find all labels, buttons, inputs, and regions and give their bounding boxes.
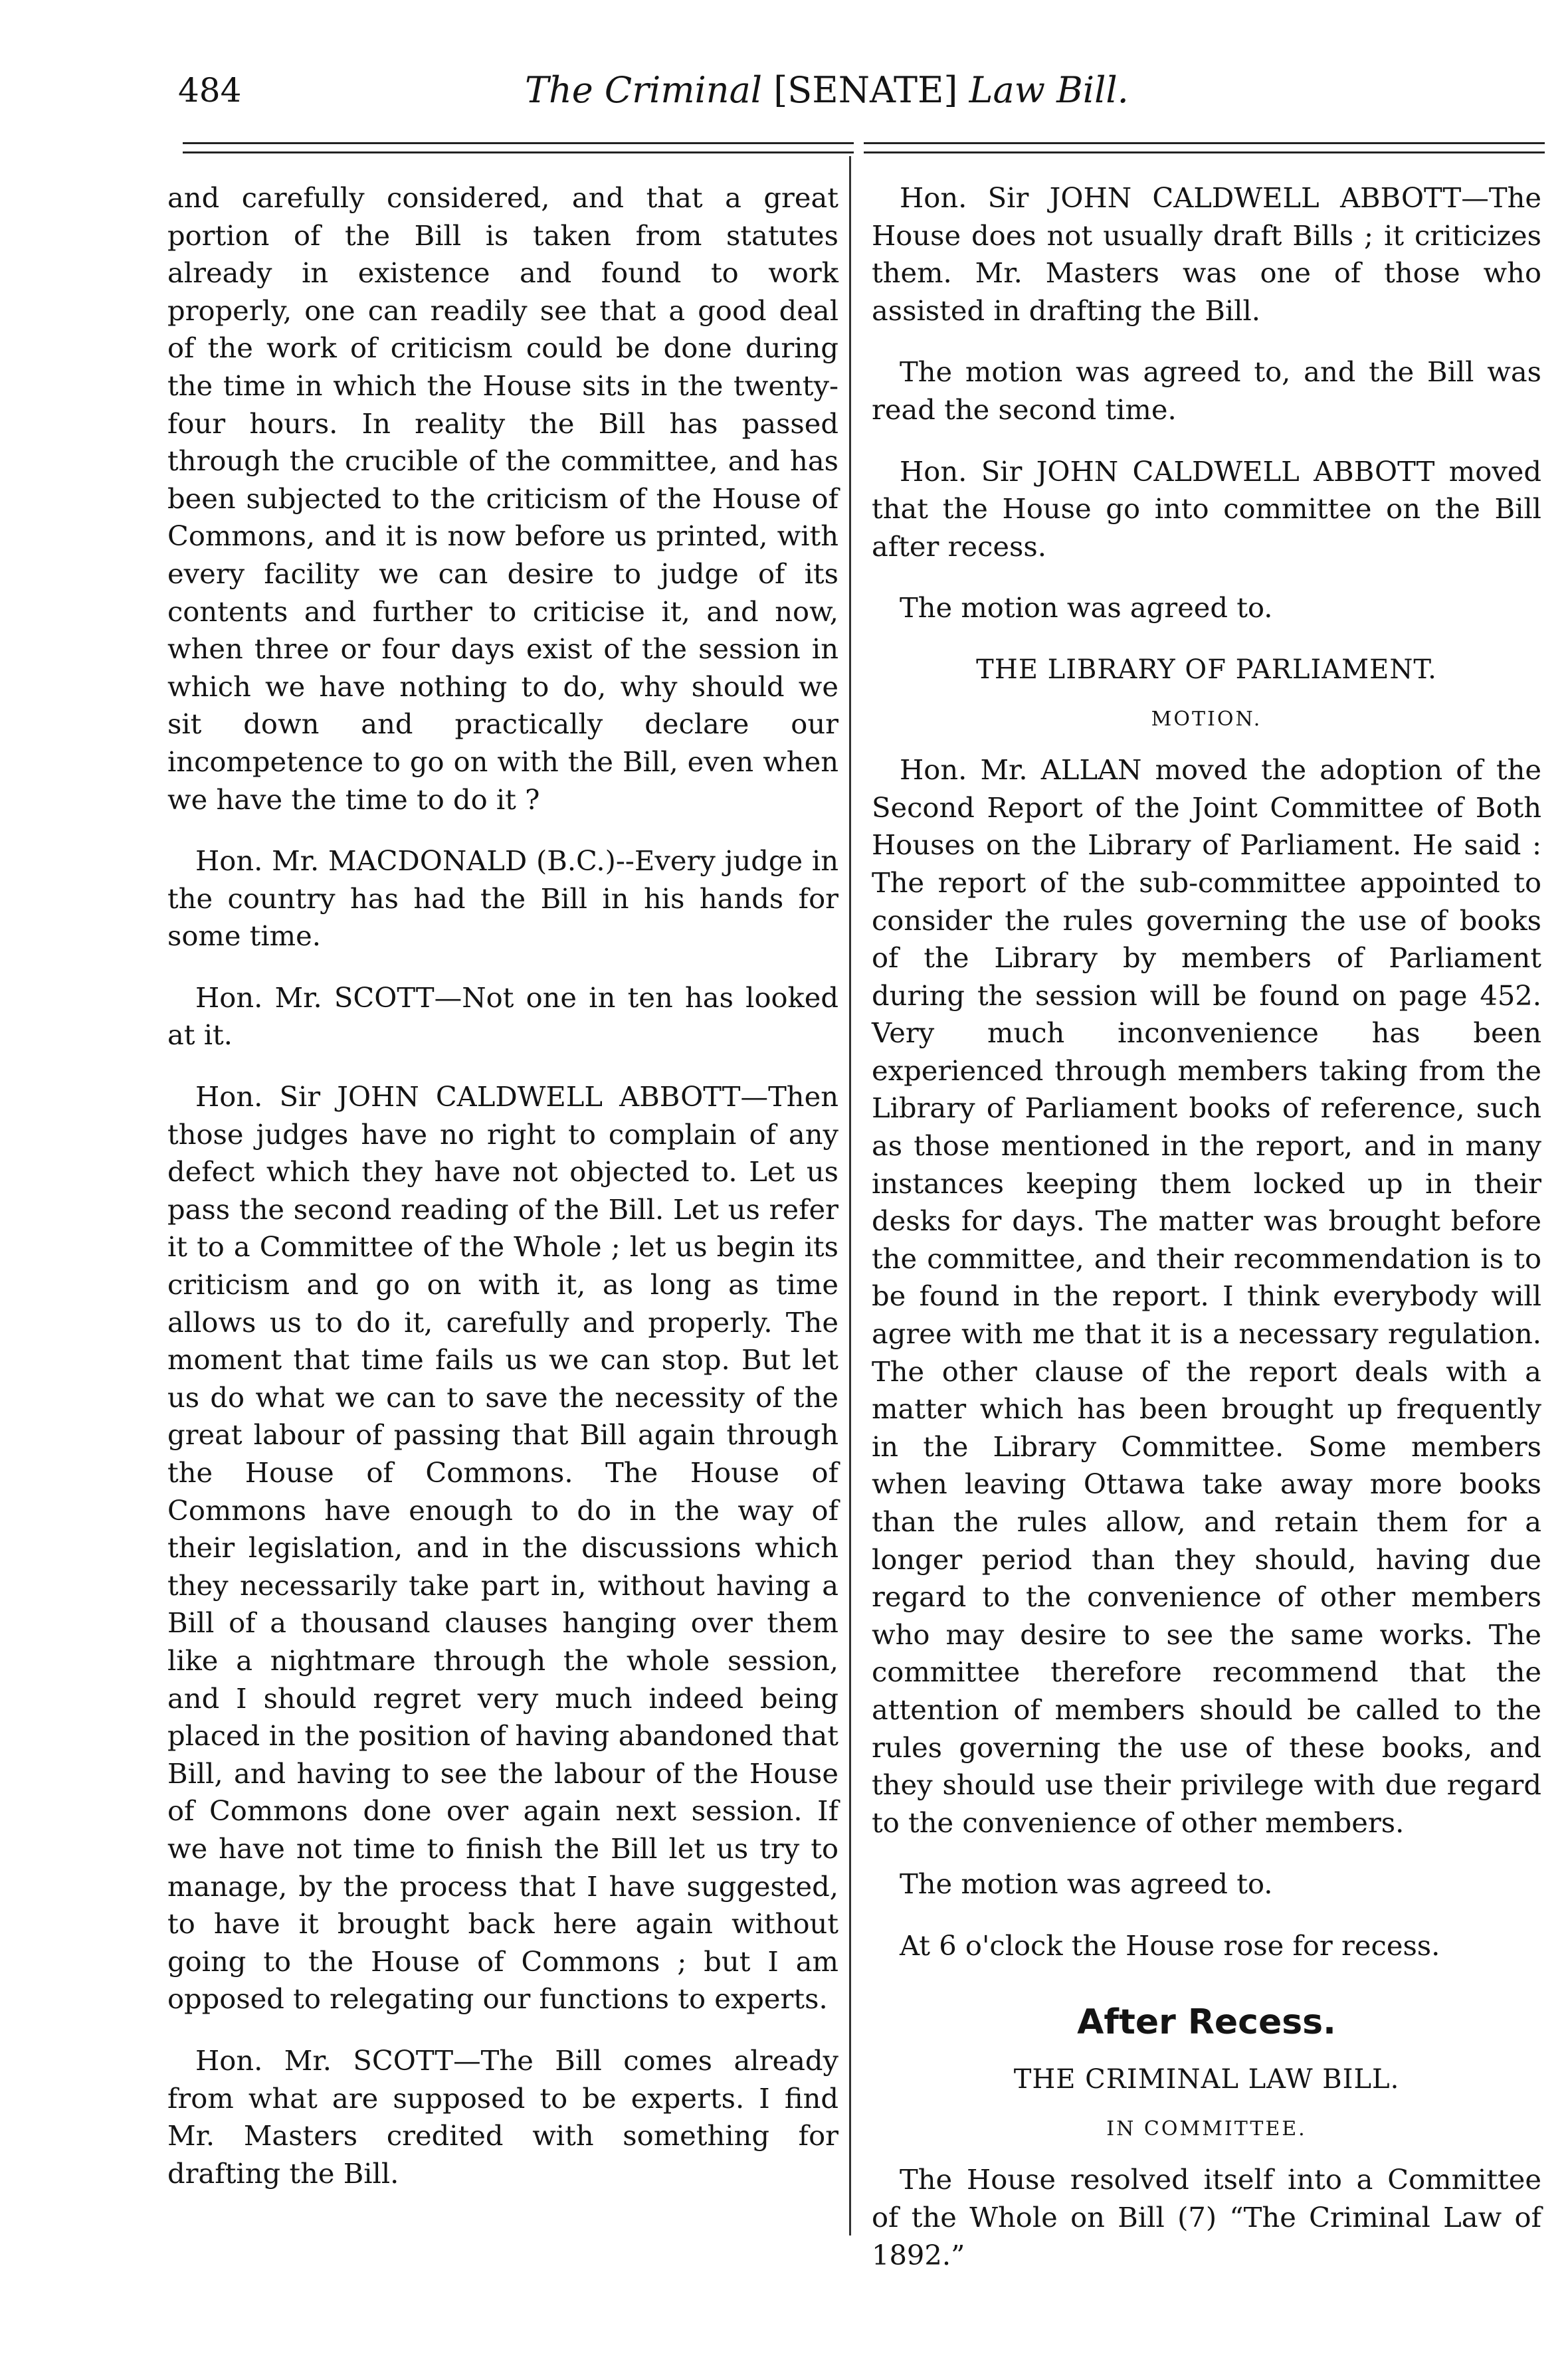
header-rule-left <box>183 142 854 144</box>
left-paragraph-macdonald: Hon. Mr. MACDONALD (B.C.)--Every judge in the country has had the Bill in his hands for some time. <box>167 844 838 953</box>
header-rule-right-lower <box>864 151 1545 153</box>
left-paragraph-abbott: Hon. Sir JOHN CALDWELL ABBOTT—Then those judges have no right to complain of any defect which they have not objected to. Let us pass the second reading of the Bill. Let us refer it to a Committee of the Whole ; let us begin its criticism and go on with it, as long as time allows us to do it, carefully and properly. The moment that time fails us we can stop. But let us do what we can to save the necessity of the great labour of passing that Bill again through the House of Commons. The House of Commons have enough to do in the way of their legislation, and in the discussions which they necessarily take part in, without having a Bill of a thousand clauses hanging over them like a nightmare through the whole session, and I should regret very much indeed being placed in the position of having abandoned that Bill, and having to see the labour of the House of Commons done over again next session. If we have not time to finish the Bill let us try to manage, by the process that I have suggested, to have it brought back here again without going to the House of Commons ; but I am opposed to relegating our functions to experts. <box>167 1080 838 2016</box>
left-paragraph-continued: and carefully considered, and that a great portion of the Bill is taken from statutes already in existence and found to work properly, one can readily see that a good deal of the work of criticism could be done during the time in which the House sits in the twenty-four hours. In reality the Bill has passed through the crucible of the committee, and has been subjected to the criticism of the House of Commons, and it is now before us printed, with every facility we can desire to judge of its contents and further to criticise it, and now, when three or four days exist of the session in which we have nothing to do, why should we sit down and practically declare our incompetence to go on with the Bill, even when we have the time to do it ? <box>167 181 838 816</box>
left-paragraph-scott: Hon. Mr. SCOTT—Not one in ten has looked at it. <box>167 981 838 1052</box>
right-column <box>872 179 1541 2298</box>
right-paragraph-motion-agreed-second: The motion was agreed to, and the Bill was read the second time. <box>872 355 1541 426</box>
subheading-in-committee: IN COMMITTEE. <box>1106 2117 1307 2141</box>
section-heading-library: THE LIBRARY OF PARLIAMENT. <box>976 654 1437 685</box>
right-paragraph-recess: At 6 o'clock the House rose for recess. <box>900 1929 1440 1962</box>
running-title-part-1: The Criminal <box>525 69 763 111</box>
running-title <box>525 64 1129 117</box>
section-heading-criminal-law-bill: THE CRIMINAL LAW BILL. <box>1013 2064 1400 2095</box>
column-divider <box>849 156 851 2236</box>
page-header <box>0 64 1568 117</box>
right-paragraph-motion-agreed-2: The motion was agreed to. <box>900 1867 1273 1901</box>
header-rule-right <box>864 142 1545 144</box>
right-paragraph-abbott-moved: Hon. Sir JOHN CALDWELL ABBOTT moved that the House go into committee on the Bill after recess. <box>872 454 1541 563</box>
page-number: 484 <box>178 71 242 110</box>
right-paragraph-allan: Hon. Mr. ALLAN moved the adoption of the Second Report of the Joint Committee of Both Houses on the Library of Parliament. He said : The report of the sub-committee appointed to consider the rules governing the use of books of the Library by members of Parliament during the session will be found on page 452. Very much inconvenience has been experienced through members taking from the Library of Parliament books of reference, such as those mentioned in the report, and in many instances keeping them locked up in their desks for days. The matter was brought before the committee, and their recommendation is to be found in the report. I think everybody will agree with me that it is a necessary regulation. The other clause of the report deals with a matter which has been brought up frequently in the Library Committee. Some members when leaving Ottawa take away more books than the rules allow, and retain them for a longer period than they should, having due regard to the convenience of other members who may desire to see the same works. The committee therefore recommend that the attention of members should be called to the rules governing the use of these books, and they should use their privilege with due regard to the convenience of other members. <box>872 753 1541 1839</box>
left-column <box>167 179 838 2216</box>
running-title-senate: [SENATE] <box>773 69 958 111</box>
section-heading-after-recess: After Recess. <box>1077 2002 1336 2042</box>
header-rule-left-lower <box>183 151 854 153</box>
running-title-part-2: Law Bill. <box>969 69 1129 111</box>
left-paragraph-scott-experts: Hon. Mr. SCOTT—The Bill comes already from what are supposed to be experts. I find Mr. Masters credited with something for drafting the Bill. <box>167 2044 838 2190</box>
subheading-motion: MOTION. <box>1151 707 1262 731</box>
right-paragraph-committee: The House resolved itself into a Committee of the Whole on Bill (7) “The Criminal Law of 1892.” <box>872 2163 1541 2271</box>
right-paragraph-abbott: Hon. Sir JOHN CALDWELL ABBOTT—The House does not usually draft Bills ; it criticizes them. Mr. Masters was one of those who assisted in drafting the Bill. <box>872 181 1541 327</box>
right-paragraph-motion-agreed: The motion was agreed to. <box>900 591 1273 624</box>
